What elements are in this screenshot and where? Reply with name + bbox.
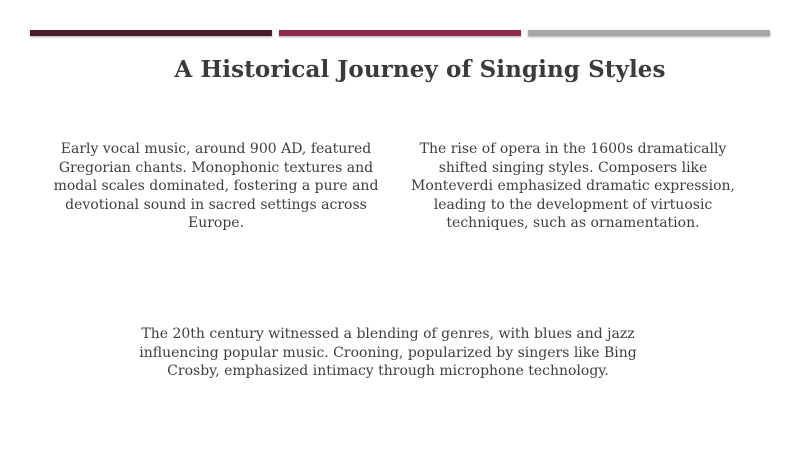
paragraph-20th-century: The 20th century witnessed a blending of genres, with blues and jazz influencing popular music. Crooning, popularized by singers like Bing Crosby, emphasized intimacy through microphone technology.: [139, 326, 637, 380]
accent-bar-gray: [528, 30, 770, 36]
paragraph-rise-of-opera: The rise of opera in the 1600s dramatically shifted singing styles. Composers like Monteverdi emphasized dramatic expression, leading to the development of virtuosic techniques, such as ornamentation.: [411, 141, 735, 232]
slide-title: A Historical Journey of Singing Styles: [174, 56, 666, 83]
accent-bar-dark: [30, 30, 272, 36]
paragraph-early-vocal-music: Early vocal music, around 900 AD, featured Gregorian chants. Monophonic textures and modal scales dominated, fostering a pure and devotional sound in sacred settings across Europe.: [53, 141, 379, 232]
accent-bar-crimson: [279, 30, 521, 36]
